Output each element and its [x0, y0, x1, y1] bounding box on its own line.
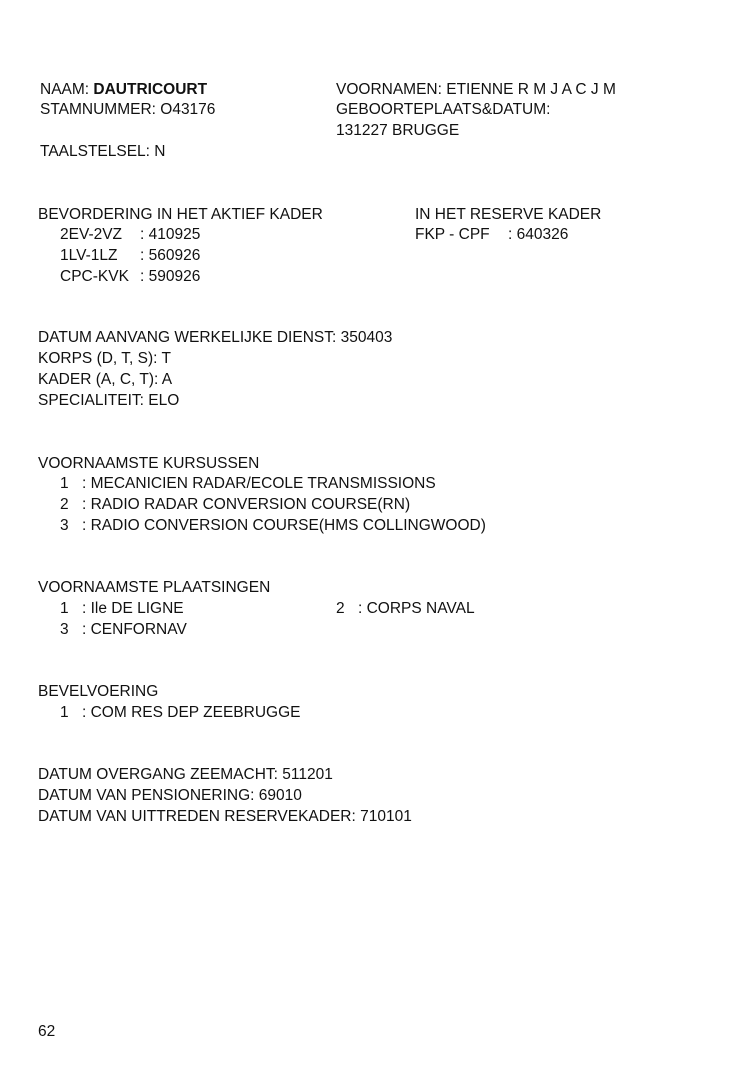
- item-text: : CORPS NAVAL: [358, 600, 475, 617]
- bevordering-aktief-title: BEVORDERING IN HET AKTIEF KADER: [38, 206, 323, 223]
- einde-line: DATUM VAN UITTREDEN RESERVEKADER: 710101: [38, 808, 412, 825]
- kursus-item: [60, 495, 410, 515]
- item-number: 2: [336, 600, 345, 617]
- bevordering-date: : 640326: [508, 226, 569, 243]
- plaatsing-item: [60, 620, 187, 640]
- voornamen: VOORNAMEN: ETIENNE R M J A C J M: [336, 81, 616, 98]
- einde-line: DATUM VAN PENSIONERING: 69010: [38, 787, 302, 804]
- bevordering-reserve-item: [415, 225, 568, 245]
- naam-label: NAAM:: [40, 81, 90, 98]
- bevordering-code: 1LV-1LZ: [60, 247, 118, 264]
- bevordering-code: 2EV-2VZ: [60, 226, 123, 243]
- item-number: 2: [60, 496, 69, 513]
- stamnummer: STAMNUMMER: O43176: [40, 101, 216, 118]
- bevelvoering-item: [60, 703, 300, 723]
- dienst-line: DATUM AANVANG WERKELIJKE DIENST: 350403: [38, 329, 393, 346]
- geboorteplaats-value: 131227 BRUGGE: [336, 122, 460, 139]
- item-number: 3: [60, 621, 69, 638]
- kursus-item: [60, 474, 436, 494]
- bevordering-aktief-item: [60, 225, 200, 245]
- bevordering-date: : 590926: [140, 268, 201, 285]
- bevordering-date: : 410925: [140, 226, 201, 243]
- bevordering-date: : 560926: [140, 247, 201, 264]
- kursussen-title: VOORNAAMSTE KURSUSSEN: [38, 455, 260, 472]
- bevelvoering-title: BEVELVOERING: [38, 683, 159, 700]
- naam-line: [40, 80, 207, 100]
- taalstelsel: TAALSTELSEL: N: [40, 143, 166, 160]
- item-number: 1: [60, 475, 69, 492]
- bevordering-code: CPC-KVK: [60, 268, 129, 285]
- item-text: : RADIO RADAR CONVERSION COURSE(RN): [82, 496, 411, 513]
- kursus-item: [60, 516, 486, 536]
- bevordering-code: FKP - CPF: [415, 226, 490, 243]
- naam-value: DAUTRICOURT: [93, 81, 208, 98]
- item-text: : COM RES DEP ZEEBRUGGE: [82, 704, 301, 721]
- plaatsingen-title: VOORNAAMSTE PLAATSINGEN: [38, 579, 271, 596]
- bevordering-aktief-item: [60, 267, 200, 287]
- item-number: 3: [60, 517, 69, 534]
- plaatsing-item: [336, 599, 475, 619]
- item-text: : CENFORNAV: [82, 621, 187, 638]
- item-text: : Ile DE LIGNE: [82, 600, 184, 617]
- geboorteplaats-label: GEBOORTEPLAATS&DATUM:: [336, 101, 551, 118]
- dienst-line: SPECIALITEIT: ELO: [38, 392, 180, 409]
- bevordering-reserve-title: IN HET RESERVE KADER: [415, 206, 602, 223]
- bevordering-aktief-item: [60, 246, 200, 266]
- dienst-line: KORPS (D, T, S): T: [38, 350, 171, 367]
- item-text: : RADIO CONVERSION COURSE(HMS COLLINGWOOD): [82, 517, 486, 534]
- plaatsing-item: [60, 599, 184, 619]
- item-number: 1: [60, 600, 69, 617]
- einde-line: DATUM OVERGANG ZEEMACHT: 511201: [38, 766, 333, 783]
- dienst-line: KADER (A, C, T): A: [38, 371, 173, 388]
- item-number: 1: [60, 704, 69, 721]
- item-text: : MECANICIEN RADAR/ECOLE TRANSMISSIONS: [82, 475, 436, 492]
- page-number: 62: [38, 1023, 56, 1040]
